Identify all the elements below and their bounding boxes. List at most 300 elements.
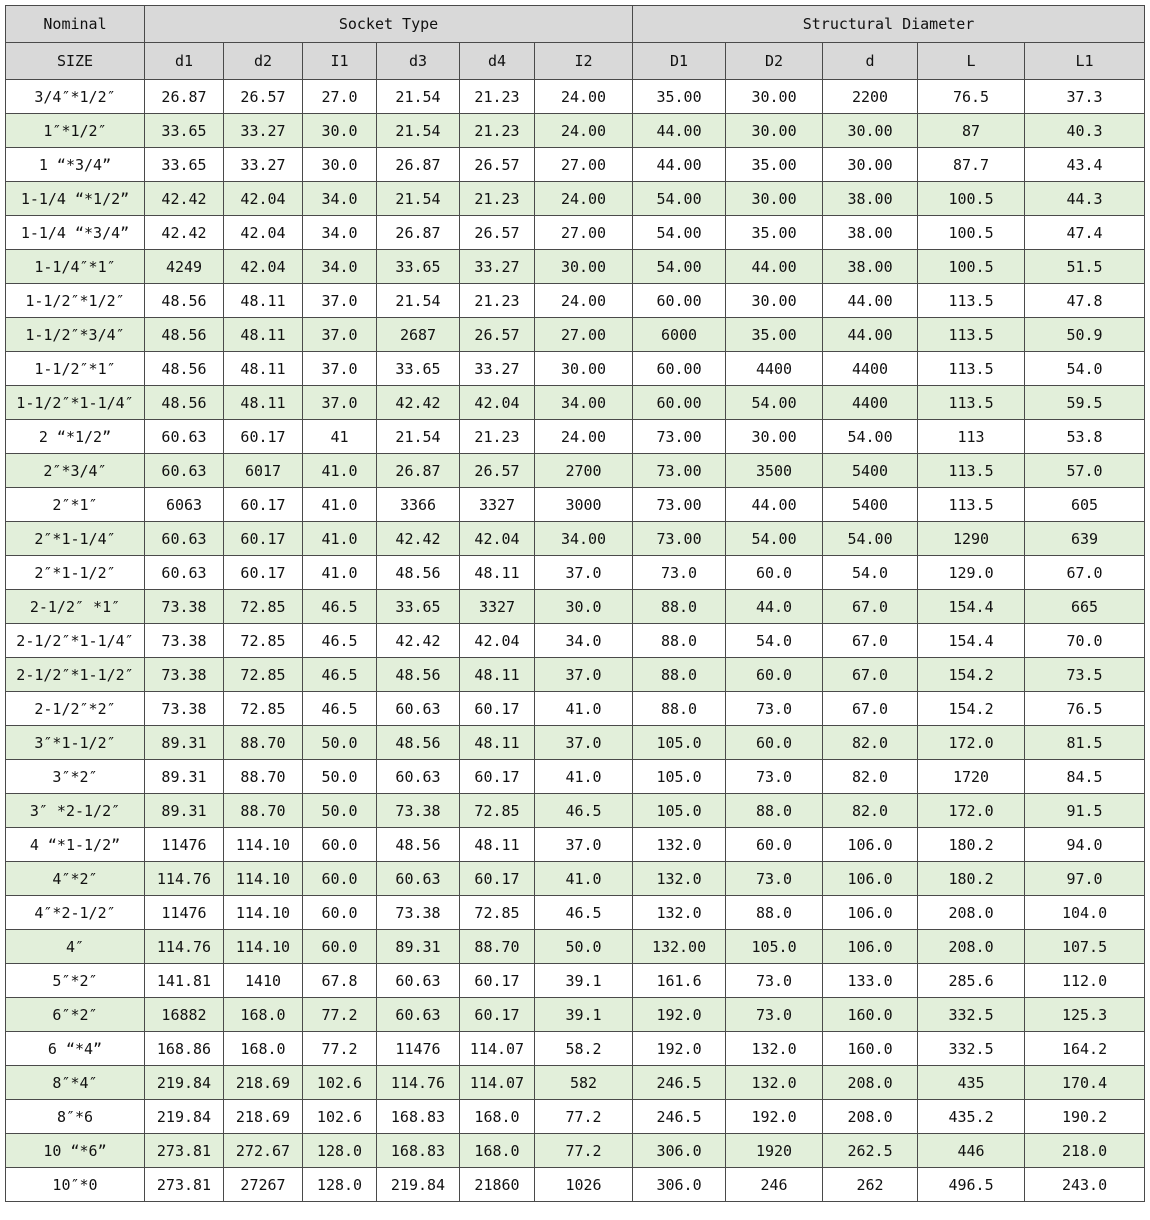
value-cell: 170.4	[1025, 1066, 1145, 1100]
table-row	[6, 1100, 1145, 1134]
value-cell: 2700	[535, 454, 633, 488]
value-cell: 89.31	[145, 760, 224, 794]
value-cell: 106.0	[823, 930, 918, 964]
table-row	[6, 964, 1145, 998]
value-cell: 102.6	[303, 1100, 377, 1134]
value-cell: 94.0	[1025, 828, 1145, 862]
size-cell: 1-1/2″*3/4″	[6, 318, 145, 352]
value-cell: 160.0	[823, 1032, 918, 1066]
column-header-i1: I1	[303, 43, 377, 80]
structural-diameter-header: Structural Diameter	[633, 6, 1145, 43]
column-header-l1: L1	[1025, 43, 1145, 80]
size-cell: 1-1/2″*1/2″	[6, 284, 145, 318]
size-cell: 2-1/2″*2″	[6, 692, 145, 726]
value-cell: 26.87	[145, 80, 224, 114]
value-cell: 168.0	[224, 1032, 303, 1066]
value-cell: 105.0	[633, 726, 726, 760]
value-cell: 88.0	[633, 624, 726, 658]
value-cell: 72.85	[224, 624, 303, 658]
value-cell: 42.04	[460, 624, 535, 658]
value-cell: 73.38	[145, 590, 224, 624]
value-cell: 105.0	[633, 794, 726, 828]
value-cell: 53.8	[1025, 420, 1145, 454]
value-cell: 35.00	[726, 216, 823, 250]
value-cell: 262.5	[823, 1134, 918, 1168]
value-cell: 30.00	[823, 114, 918, 148]
value-cell: 2687	[377, 318, 460, 352]
value-cell: 60.63	[377, 964, 460, 998]
value-cell: 60.00	[633, 284, 726, 318]
value-cell: 44.00	[633, 148, 726, 182]
value-cell: 208.0	[823, 1100, 918, 1134]
size-cell: 5″*2″	[6, 964, 145, 998]
value-cell: 48.56	[377, 556, 460, 590]
value-cell: 30.0	[303, 114, 377, 148]
size-cell: 3″*1-1/2″	[6, 726, 145, 760]
table-row	[6, 318, 1145, 352]
value-cell: 1026	[535, 1168, 633, 1202]
value-cell: 60.0	[303, 896, 377, 930]
value-cell: 132.00	[633, 930, 726, 964]
value-cell: 73.0	[726, 760, 823, 794]
table-row	[6, 488, 1145, 522]
value-cell: 60.63	[377, 998, 460, 1032]
value-cell: 48.56	[377, 828, 460, 862]
value-cell: 128.0	[303, 1168, 377, 1202]
value-cell: 26.57	[460, 148, 535, 182]
value-cell: 128.0	[303, 1134, 377, 1168]
value-cell: 42.42	[377, 522, 460, 556]
value-cell: 73.00	[633, 420, 726, 454]
table-row	[6, 454, 1145, 488]
value-cell: 21.54	[377, 80, 460, 114]
column-header-d2: d2	[224, 43, 303, 80]
value-cell: 76.5	[1025, 692, 1145, 726]
value-cell: 30.0	[303, 148, 377, 182]
value-cell: 41.0	[535, 760, 633, 794]
value-cell: 81.5	[1025, 726, 1145, 760]
value-cell: 51.5	[1025, 250, 1145, 284]
value-cell: 88.0	[633, 658, 726, 692]
table-row	[6, 1134, 1145, 1168]
value-cell: 218.69	[224, 1066, 303, 1100]
value-cell: 87.7	[918, 148, 1025, 182]
value-cell: 39.1	[535, 964, 633, 998]
value-cell: 44.00	[633, 114, 726, 148]
value-cell: 446	[918, 1134, 1025, 1168]
nominal-header: Nominal	[6, 6, 145, 43]
value-cell: 125.3	[1025, 998, 1145, 1032]
value-cell: 67.0	[1025, 556, 1145, 590]
size-cell: 10″*0	[6, 1168, 145, 1202]
value-cell: 84.5	[1025, 760, 1145, 794]
value-cell: 26.57	[224, 80, 303, 114]
value-cell: 21.23	[460, 420, 535, 454]
value-cell: 6063	[145, 488, 224, 522]
value-cell: 42.04	[224, 182, 303, 216]
value-cell: 48.11	[460, 658, 535, 692]
size-cell: 2″*1″	[6, 488, 145, 522]
value-cell: 3366	[377, 488, 460, 522]
value-cell: 21.54	[377, 284, 460, 318]
value-cell: 60.63	[145, 522, 224, 556]
size-cell: 2-1/2″*1-1/2″	[6, 658, 145, 692]
value-cell: 11476	[377, 1032, 460, 1066]
value-cell: 60.17	[224, 522, 303, 556]
value-cell: 60.17	[460, 862, 535, 896]
value-cell: 50.0	[303, 726, 377, 760]
value-cell: 42.04	[224, 250, 303, 284]
value-cell: 306.0	[633, 1134, 726, 1168]
value-cell: 60.0	[726, 556, 823, 590]
value-cell: 114.07	[460, 1066, 535, 1100]
table-row	[6, 352, 1145, 386]
value-cell: 33.27	[224, 114, 303, 148]
size-cell: 3″*2″	[6, 760, 145, 794]
column-header-size: SIZE	[6, 43, 145, 80]
value-cell: 60.17	[460, 998, 535, 1032]
value-cell: 77.2	[303, 1032, 377, 1066]
value-cell: 37.0	[303, 352, 377, 386]
value-cell: 42.42	[145, 216, 224, 250]
value-cell: 5400	[823, 454, 918, 488]
table-row	[6, 148, 1145, 182]
value-cell: 89.31	[377, 930, 460, 964]
value-cell: 33.65	[377, 590, 460, 624]
value-cell: 34.00	[535, 522, 633, 556]
value-cell: 50.0	[535, 930, 633, 964]
size-cell: 2 “*1/2”	[6, 420, 145, 454]
value-cell: 77.2	[535, 1100, 633, 1134]
value-cell: 37.0	[303, 318, 377, 352]
value-cell: 88.70	[224, 760, 303, 794]
value-cell: 42.42	[377, 386, 460, 420]
value-cell: 180.2	[918, 862, 1025, 896]
size-cell: 1-1/4 “*1/2”	[6, 182, 145, 216]
value-cell: 44.00	[726, 488, 823, 522]
size-cell: 4 “*1-1/2”	[6, 828, 145, 862]
table-row	[6, 420, 1145, 454]
table-row	[6, 658, 1145, 692]
value-cell: 105.0	[633, 760, 726, 794]
table-row	[6, 896, 1145, 930]
table-row	[6, 114, 1145, 148]
value-cell: 102.6	[303, 1066, 377, 1100]
value-cell: 60.17	[224, 420, 303, 454]
value-cell: 37.0	[303, 386, 377, 420]
value-cell: 168.83	[377, 1100, 460, 1134]
fitting-dimension-table	[5, 5, 1145, 1202]
value-cell: 42.42	[377, 624, 460, 658]
value-cell: 54.00	[726, 386, 823, 420]
value-cell: 24.00	[535, 114, 633, 148]
value-cell: 172.0	[918, 726, 1025, 760]
value-cell: 4249	[145, 250, 224, 284]
value-cell: 60.0	[303, 930, 377, 964]
value-cell: 219.84	[145, 1066, 224, 1100]
value-cell: 11476	[145, 828, 224, 862]
value-cell: 33.65	[377, 250, 460, 284]
group-header-row	[6, 6, 1145, 43]
value-cell: 496.5	[918, 1168, 1025, 1202]
size-cell: 8″*4″	[6, 1066, 145, 1100]
value-cell: 168.86	[145, 1032, 224, 1066]
value-cell: 133.0	[823, 964, 918, 998]
value-cell: 54.0	[726, 624, 823, 658]
value-cell: 60.0	[303, 862, 377, 896]
value-cell: 192.0	[633, 998, 726, 1032]
value-cell: 272.67	[224, 1134, 303, 1168]
value-cell: 47.4	[1025, 216, 1145, 250]
value-cell: 113.5	[918, 386, 1025, 420]
value-cell: 88.0	[726, 794, 823, 828]
value-cell: 60.0	[726, 726, 823, 760]
size-cell: 10 “*6”	[6, 1134, 145, 1168]
value-cell: 60.17	[224, 488, 303, 522]
value-cell: 35.00	[726, 148, 823, 182]
value-cell: 21.23	[460, 80, 535, 114]
value-cell: 113.5	[918, 284, 1025, 318]
size-cell: 1 “*3/4”	[6, 148, 145, 182]
value-cell: 168.0	[460, 1134, 535, 1168]
value-cell: 41.0	[535, 862, 633, 896]
value-cell: 168.0	[460, 1100, 535, 1134]
value-cell: 100.5	[918, 216, 1025, 250]
size-cell: 2-1/2″ *1″	[6, 590, 145, 624]
value-cell: 582	[535, 1066, 633, 1100]
size-cell: 4″	[6, 930, 145, 964]
value-cell: 48.56	[145, 318, 224, 352]
value-cell: 72.85	[460, 896, 535, 930]
value-cell: 21.54	[377, 114, 460, 148]
value-cell: 48.11	[224, 352, 303, 386]
value-cell: 47.8	[1025, 284, 1145, 318]
value-cell: 48.11	[460, 556, 535, 590]
value-cell: 154.2	[918, 658, 1025, 692]
value-cell: 41.0	[303, 454, 377, 488]
size-cell: 6 “*4”	[6, 1032, 145, 1066]
value-cell: 41.0	[535, 692, 633, 726]
table-row	[6, 80, 1145, 114]
value-cell: 73.0	[726, 998, 823, 1032]
value-cell: 73.00	[633, 454, 726, 488]
table-row	[6, 930, 1145, 964]
value-cell: 48.56	[377, 726, 460, 760]
value-cell: 24.00	[535, 182, 633, 216]
value-cell: 88.0	[633, 692, 726, 726]
value-cell: 208.0	[918, 896, 1025, 930]
value-cell: 48.56	[145, 284, 224, 318]
value-cell: 46.5	[303, 658, 377, 692]
column-header-i2: I2	[535, 43, 633, 80]
value-cell: 88.70	[460, 930, 535, 964]
value-cell: 73.38	[377, 794, 460, 828]
value-cell: 190.2	[1025, 1100, 1145, 1134]
value-cell: 219.84	[145, 1100, 224, 1134]
column-header-small-d: d	[823, 43, 918, 80]
value-cell: 73.38	[145, 658, 224, 692]
table-row	[6, 794, 1145, 828]
value-cell: 60.17	[460, 692, 535, 726]
value-cell: 246.5	[633, 1066, 726, 1100]
value-cell: 114.76	[145, 862, 224, 896]
value-cell: 285.6	[918, 964, 1025, 998]
value-cell: 60.63	[145, 454, 224, 488]
table-row	[6, 828, 1145, 862]
value-cell: 42.04	[460, 386, 535, 420]
value-cell: 114.07	[460, 1032, 535, 1066]
value-cell: 113.5	[918, 352, 1025, 386]
value-cell: 67.0	[823, 590, 918, 624]
value-cell: 160.0	[823, 998, 918, 1032]
value-cell: 72.85	[224, 692, 303, 726]
value-cell: 26.87	[377, 454, 460, 488]
value-cell: 4400	[823, 352, 918, 386]
value-cell: 141.81	[145, 964, 224, 998]
value-cell: 44.3	[1025, 182, 1145, 216]
value-cell: 48.56	[377, 658, 460, 692]
value-cell: 60.00	[633, 386, 726, 420]
value-cell: 3327	[460, 488, 535, 522]
value-cell: 54.0	[1025, 352, 1145, 386]
value-cell: 44.00	[823, 284, 918, 318]
value-cell: 37.0	[303, 284, 377, 318]
value-cell: 34.0	[303, 216, 377, 250]
value-cell: 58.2	[535, 1032, 633, 1066]
value-cell: 24.00	[535, 80, 633, 114]
value-cell: 27.0	[303, 80, 377, 114]
value-cell: 35.00	[726, 318, 823, 352]
column-header-d4: d4	[460, 43, 535, 80]
value-cell: 639	[1025, 522, 1145, 556]
value-cell: 82.0	[823, 794, 918, 828]
column-header-row	[6, 43, 1145, 80]
value-cell: 89.31	[145, 726, 224, 760]
table-row	[6, 726, 1145, 760]
value-cell: 59.5	[1025, 386, 1145, 420]
value-cell: 104.0	[1025, 896, 1145, 930]
value-cell: 76.5	[918, 80, 1025, 114]
value-cell: 48.11	[224, 284, 303, 318]
value-cell: 54.00	[633, 216, 726, 250]
value-cell: 35.00	[633, 80, 726, 114]
value-cell: 21.23	[460, 114, 535, 148]
value-cell: 30.0	[535, 590, 633, 624]
value-cell: 30.00	[726, 284, 823, 318]
value-cell: 37.0	[535, 726, 633, 760]
column-header-big-d1: D1	[633, 43, 726, 80]
value-cell: 33.65	[145, 148, 224, 182]
table-row	[6, 216, 1145, 250]
table-row	[6, 998, 1145, 1032]
value-cell: 60.17	[224, 556, 303, 590]
value-cell: 192.0	[633, 1032, 726, 1066]
value-cell: 60.63	[377, 862, 460, 896]
value-cell: 57.0	[1025, 454, 1145, 488]
value-cell: 168.83	[377, 1134, 460, 1168]
value-cell: 88.70	[224, 794, 303, 828]
size-cell: 1-1/2″*1″	[6, 352, 145, 386]
value-cell: 161.6	[633, 964, 726, 998]
value-cell: 27267	[224, 1168, 303, 1202]
value-cell: 41.0	[303, 522, 377, 556]
value-cell: 50.0	[303, 794, 377, 828]
value-cell: 114.76	[145, 930, 224, 964]
value-cell: 82.0	[823, 726, 918, 760]
value-cell: 100.5	[918, 182, 1025, 216]
value-cell: 246.5	[633, 1100, 726, 1134]
table-row	[6, 692, 1145, 726]
value-cell: 435.2	[918, 1100, 1025, 1134]
value-cell: 273.81	[145, 1168, 224, 1202]
value-cell: 435	[918, 1066, 1025, 1100]
value-cell: 21.23	[460, 182, 535, 216]
value-cell: 106.0	[823, 896, 918, 930]
value-cell: 106.0	[823, 862, 918, 896]
size-cell: 2″*1-1/2″	[6, 556, 145, 590]
size-cell: 1-1/2″*1-1/4″	[6, 386, 145, 420]
value-cell: 87	[918, 114, 1025, 148]
value-cell: 26.87	[377, 216, 460, 250]
value-cell: 73.5	[1025, 658, 1145, 692]
size-cell: 2″*3/4″	[6, 454, 145, 488]
value-cell: 11476	[145, 896, 224, 930]
value-cell: 114.10	[224, 930, 303, 964]
value-cell: 21.54	[377, 420, 460, 454]
value-cell: 67.0	[823, 658, 918, 692]
value-cell: 73.0	[726, 862, 823, 896]
value-cell: 73.00	[633, 522, 726, 556]
value-cell: 27.00	[535, 318, 633, 352]
value-cell: 42.04	[224, 216, 303, 250]
value-cell: 16882	[145, 998, 224, 1032]
value-cell: 77.2	[535, 1134, 633, 1168]
value-cell: 89.31	[145, 794, 224, 828]
value-cell: 67.0	[823, 624, 918, 658]
value-cell: 37.0	[535, 828, 633, 862]
value-cell: 180.2	[918, 828, 1025, 862]
value-cell: 38.00	[823, 216, 918, 250]
column-header-d3: d3	[377, 43, 460, 80]
table-row	[6, 624, 1145, 658]
value-cell: 97.0	[1025, 862, 1145, 896]
value-cell: 34.0	[535, 624, 633, 658]
value-cell: 73.0	[726, 964, 823, 998]
size-cell: 8″*6	[6, 1100, 145, 1134]
size-cell: 4″*2-1/2″	[6, 896, 145, 930]
value-cell: 3327	[460, 590, 535, 624]
table-row	[6, 1032, 1145, 1066]
value-cell: 24.00	[535, 420, 633, 454]
table-row	[6, 590, 1145, 624]
value-cell: 88.0	[726, 896, 823, 930]
value-cell: 48.56	[145, 352, 224, 386]
value-cell: 73.38	[145, 624, 224, 658]
value-cell: 41	[303, 420, 377, 454]
value-cell: 91.5	[1025, 794, 1145, 828]
value-cell: 154.4	[918, 590, 1025, 624]
value-cell: 172.0	[918, 794, 1025, 828]
value-cell: 60.63	[145, 420, 224, 454]
value-cell: 106.0	[823, 828, 918, 862]
value-cell: 33.65	[377, 352, 460, 386]
value-cell: 48.11	[460, 828, 535, 862]
value-cell: 114.76	[377, 1066, 460, 1100]
value-cell: 26.87	[377, 148, 460, 182]
value-cell: 113.5	[918, 318, 1025, 352]
value-cell: 41.0	[303, 488, 377, 522]
value-cell: 26.57	[460, 454, 535, 488]
